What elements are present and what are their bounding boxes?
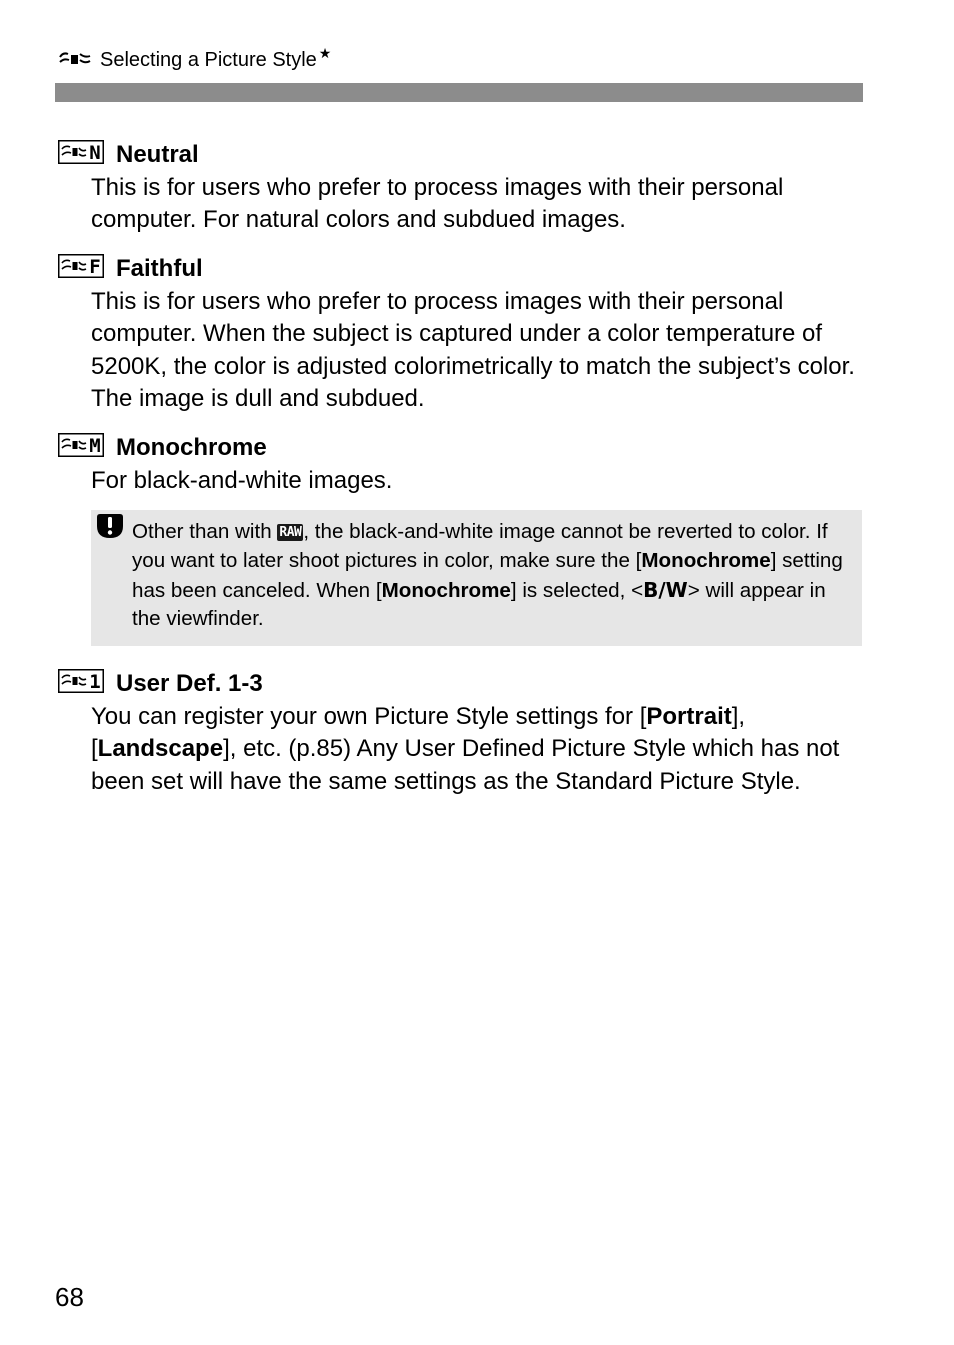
section-body: For black-and-white images. (91, 467, 393, 494)
note-text (132, 518, 847, 634)
section-title: Monochrome (116, 434, 267, 461)
monochrome-term: Monochrome (641, 548, 771, 572)
section-body (91, 701, 861, 798)
icon-letter: M (89, 434, 101, 457)
header-rule (55, 83, 863, 102)
section-body: This is for users who prefer to process images with their personal computer. For natural colors and subdued images. (91, 174, 784, 234)
note-text-segment: , the black-and-white image cannot be reverted to color. If you want to later shoot pictures in color, make sure the [ (132, 520, 828, 572)
page-number: 68 (55, 1282, 84, 1312)
section-title: User Def. 1-3 (116, 670, 263, 697)
icon-letter: F (89, 255, 101, 278)
section-user-def (58, 669, 858, 798)
body-segment: ], [ (91, 703, 746, 763)
header-title: Selecting a Picture Style (100, 48, 317, 71)
landscape-term: Landscape (97, 735, 224, 763)
section-faithful (58, 254, 858, 415)
caution-icon (95, 511, 125, 546)
monochrome-term: Monochrome (381, 578, 511, 602)
picture-style-neutral-icon (58, 140, 104, 171)
bw-indicator: B/W (643, 577, 688, 602)
body-segment: ], etc. (p.85) Any User Defined Picture Style which has not been set will have the same settings as the Standard Picture Style. (91, 735, 840, 795)
section-neutral (58, 140, 858, 237)
note-text-segment: Other than with (132, 520, 278, 543)
section-title-row (58, 140, 858, 170)
note-text-segment: ] is selected, < (510, 578, 644, 602)
portrait-term: Portrait (646, 703, 732, 730)
section-title-row (58, 433, 858, 463)
picture-style-faithful-icon (58, 254, 104, 285)
picture-style-user-def-icon (58, 669, 104, 700)
body-segment: You can register your own Picture Style settings for [ (91, 703, 647, 730)
icon-letter: N (89, 141, 101, 164)
section-title-row (58, 254, 858, 284)
section-body: This is for users who prefer to process images with their personal computer. When the subject is captured under a color temperature of 5200K, the color is adjusted colorimetrically to match the subject’s color. The image is dull and subdued. (91, 288, 855, 412)
star-icon: ★ (318, 44, 332, 61)
note-text-segment: ] setting has been canceled. When [ (132, 548, 843, 602)
icon-letter: 1 (89, 670, 101, 693)
note-text-segment: > will appear in the viewfinder. (132, 578, 826, 631)
picture-style-monochrome-icon (58, 433, 104, 464)
section-monochrome (58, 433, 858, 497)
section-title-row (58, 669, 858, 699)
section-title: Neutral (116, 141, 199, 168)
picture-style-icon (58, 48, 92, 72)
section-title: Faithful (116, 255, 203, 282)
page-header (58, 44, 332, 72)
caution-note (91, 510, 862, 646)
raw-icon: RAW (279, 525, 302, 540)
